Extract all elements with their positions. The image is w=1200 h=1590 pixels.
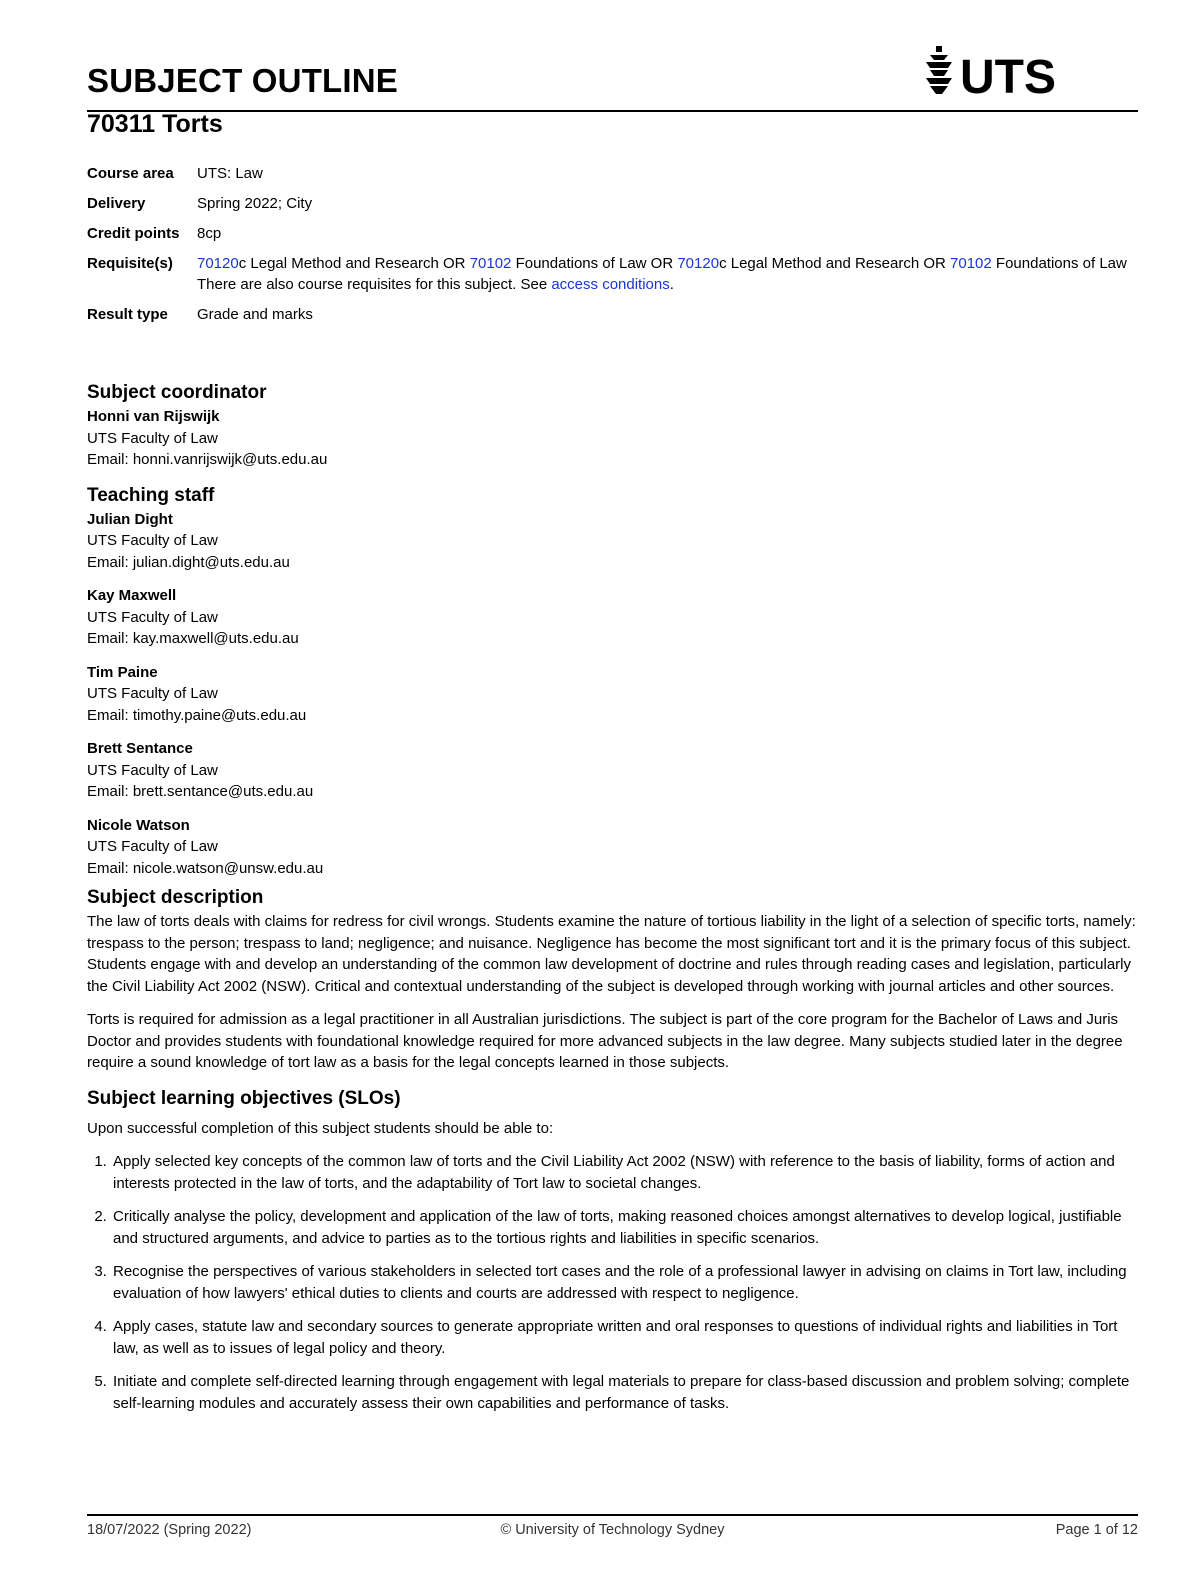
footer-page-number: Page 1 of 12 (1055, 1522, 1138, 1538)
staff-name: Kay Maxwell (87, 587, 177, 604)
meta-credit-points: Credit points 8cp (87, 225, 222, 242)
description-heading: Subject description (87, 887, 264, 908)
document-title: SUBJECT OUTLINE (87, 62, 399, 99)
uts-logo (926, 46, 1062, 102)
footer-copyright: © University of Technology Sydney (500, 1522, 725, 1538)
staff-name: Honni van Rijswijk (87, 408, 220, 425)
subject-title: 70311 Torts (87, 110, 223, 138)
staff-faculty: UTS Faculty of Law (87, 685, 218, 702)
slo-item: 3. Recognise the perspectives of various stakeholders in selected tort cases and the role of a professional lawyer in advising on claims in Tort law, including evaluation of how lawyers' ethical duties to clients and courts are addressed with respect to negligence. (111, 1261, 1137, 1304)
subject-meta (87, 163, 1137, 334)
meta-delivery: Delivery Spring 2022; City (87, 195, 313, 212)
staff-entry (87, 585, 1137, 650)
teaching-staff-heading: Teaching staff (87, 484, 215, 506)
staff-entry (87, 662, 1137, 727)
staff-entry (87, 815, 1137, 880)
staff-entry (87, 738, 1137, 803)
description-paragraph: The law of torts deals with claims for redress for civil wrongs. Students examine the nature of tortious liability in the light of a selection of specific torts, namely: trespass to the person; trespass to land; negligence; and nuisance. Negligence has become the most significant tort and it is the primary focus of this subject. Students engage with and develop an understanding of the common law development of doctrine and rules through reading cases and legislation, particularly the Civil Liability Act 2002 (NSW). Critical and contextual understanding of the subject is developed through working with journal articles and other sources. (87, 913, 1136, 995)
page-header (87, 51, 1138, 112)
requisite-link-70120[interactable]: 70120 (677, 255, 720, 272)
staff-email: Email: nicole.watson@unsw.edu.au (87, 859, 324, 877)
staff-email: Email: honni.vanrijswijk@uts.edu.au (87, 451, 328, 468)
staff-email: Email: kay.maxwell@uts.edu.au (87, 630, 299, 647)
staff-name: Julian Dight (87, 510, 173, 528)
staff-email: Email: timothy.paine@uts.edu.au (87, 706, 307, 724)
main-content (87, 380, 1137, 1426)
slos-heading: Subject learning objectives (SLOs) (87, 1087, 401, 1109)
staff-faculty: UTS Faculty of Law (87, 608, 218, 626)
staff-faculty: UTS Faculty of Law (87, 532, 218, 549)
svg-text:UTS: UTS (960, 51, 1056, 102)
requisite-link-70102[interactable]: 70102 (469, 255, 512, 272)
staff-faculty: UTS Faculty of Law (87, 429, 218, 447)
requisite-link-70102[interactable]: 70102 (950, 255, 992, 272)
staff-entry (87, 509, 1137, 574)
staff-email: Email: julian.dight@uts.edu.au (87, 553, 290, 571)
access-conditions-link[interactable]: access conditions (551, 276, 670, 293)
slo-item: 5. Initiate and complete self-directed learning through engagement with legal materials to prepare for class-based discussion and problem solving; complete self-learning modules and accurately assess their own capabilities and performance of tasks. (111, 1371, 1137, 1414)
description-paragraph: Torts is required for admission as a legal practitioner in all Australian jurisdictions. The subject is part of the core program for the Bachelor of Laws and Juris Doctor and provides students with foundational knowledge required for more advanced subjects in the law degree. Many subjects studied later in the degree require a sound knowledge of tort law as a basis for the legal concepts learned in those subjects. (87, 1011, 1123, 1071)
slo-item: 1. Apply selected key concepts of the common law of torts and the Civil Liability Act 2002 (NSW) with reference to the basis of liability, forms of action and interests protected in the law of torts, and the adaptability of Tort law to societal changes. (111, 1151, 1137, 1194)
slos-list (87, 1151, 1137, 1414)
requisite-link-70120[interactable]: 70120 (197, 255, 239, 272)
coordinator-entry (87, 406, 1137, 471)
staff-name: Brett Sentance (87, 740, 193, 757)
meta-requisites: Requisite(s) 70120c Legal Method and Research OR 70102 Foundations of Law OR 70120c Legal Method and Research OR 70102 Foundations of Law There are also course requisites for this subject. See access conditions. (87, 255, 1127, 293)
staff-faculty: UTS Faculty of Law (87, 761, 218, 779)
staff-email: Email: brett.sentance@uts.edu.au (87, 783, 314, 800)
page-footer (87, 1514, 1138, 1538)
slo-item: 2. Critically analyse the policy, development and application of the law of torts, making reasoned choices amongst alternatives to develop logical, justifiable and structured arguments, and advice to parties as to the tortious rights and liabilities in specific scenarios. (111, 1206, 1137, 1249)
coordinator-heading: Subject coordinator (87, 382, 267, 403)
staff-name: Nicole Watson (87, 816, 190, 834)
meta-result-type: Result type Grade and marks (87, 306, 313, 323)
meta-course-area: Course area UTS: Law (87, 165, 263, 182)
slos-intro: Upon successful completion of this subject students should be able to: (87, 1119, 554, 1137)
footer-date: 18/07/2022 (Spring 2022) (87, 1522, 252, 1538)
staff-faculty: UTS Faculty of Law (87, 838, 218, 855)
slo-item: 4. Apply cases, statute law and secondary sources to generate appropriate written and oral responses to questions of individual rights and liabilities in Tort law, as well as to issues of legal policy and theory. (111, 1316, 1137, 1359)
staff-name: Tim Paine (87, 663, 158, 681)
